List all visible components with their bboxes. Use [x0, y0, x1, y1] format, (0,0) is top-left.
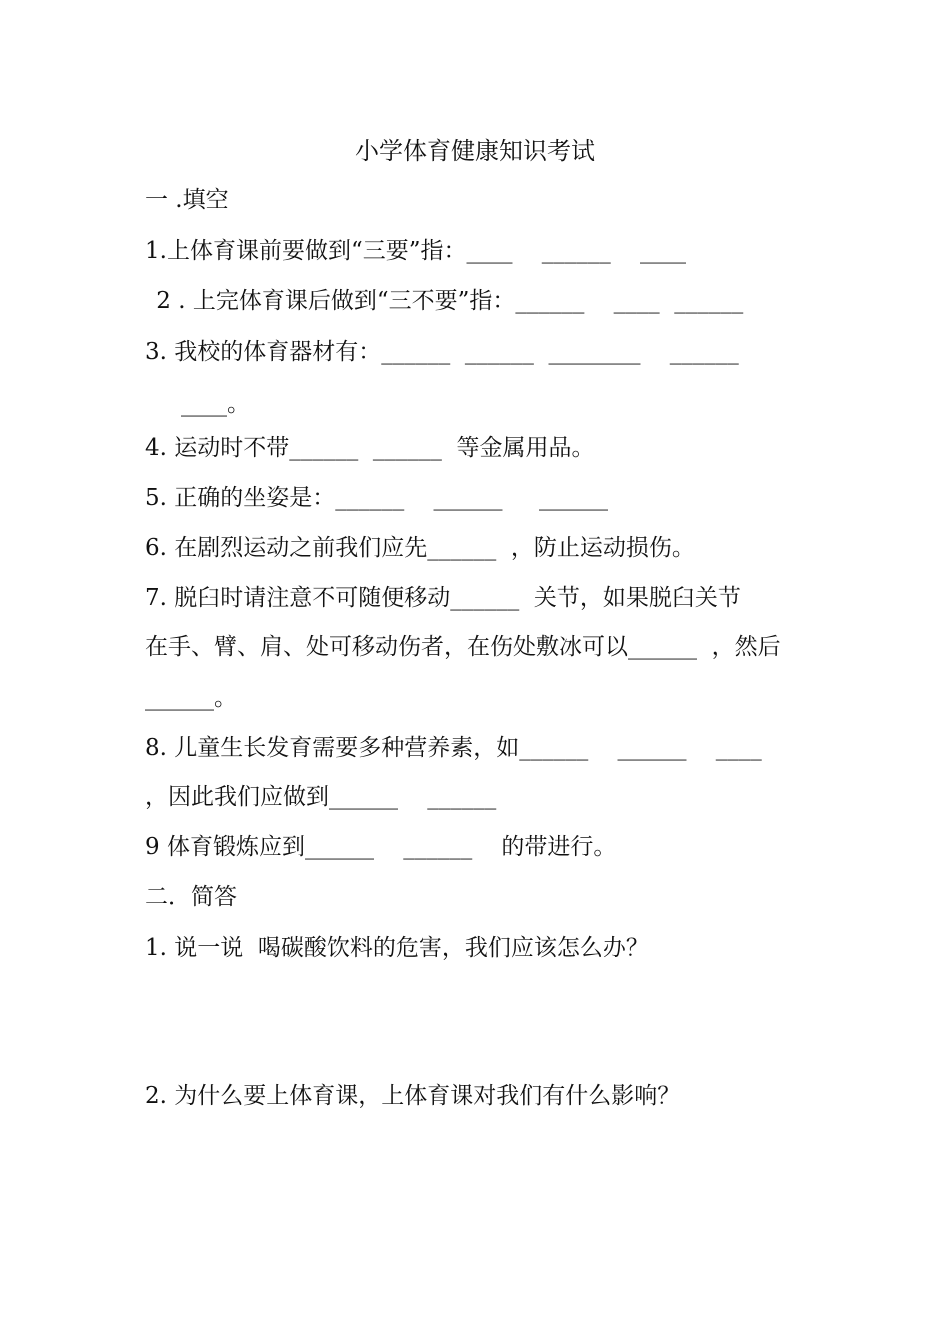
question-5: 5. 正确的坐姿是：______ ______ ______	[145, 485, 609, 511]
question-9: 9 体育锻炼应到______ ______ 的带进行。	[145, 834, 617, 860]
question-1: 1.上体育课前要做到“三要”指：____ ______ ____	[145, 238, 686, 264]
question-2: 2 . 上完体育课后做到“三不要”指：______ ____ ______	[149, 288, 744, 314]
question-3: 3. 我校的体育器材有：______ ______ ________ ______	[145, 339, 739, 365]
section-heading-fill-in: 一 .填空	[145, 187, 229, 213]
page-title: 小学体育健康知识考试	[355, 137, 595, 165]
question-7: 7. 脱臼时请注意不可随便移动______ 关节，如果脱臼关节	[145, 585, 741, 611]
question-8: 8. 儿童生长发育需要多种营养素，如______ ______ ____	[145, 735, 762, 761]
section-heading-short-answer: 二．简答	[145, 884, 237, 910]
question-8-line-2: ，因此我们应做到______ ______	[145, 784, 497, 810]
question-3-continued: ____。	[181, 391, 250, 417]
short-answer-1: 1. 说一说 喝碳酸饮料的危害，我们应该怎么办？	[145, 935, 649, 961]
short-answer-2: 2. 为什么要上体育课，上体育课对我们有什么影响？	[145, 1083, 681, 1109]
question-7-line-2: 在手、臂、肩、处可移动伤者，在伤处敷冰可以______ ，然后	[145, 634, 781, 660]
question-4: 4. 运动时不带______ ______ 等金属用品。	[145, 435, 595, 461]
question-6: 6. 在剧烈运动之前我们应先______ ，防止运动损伤。	[145, 535, 695, 561]
question-7-line-3: ______。	[145, 685, 237, 711]
